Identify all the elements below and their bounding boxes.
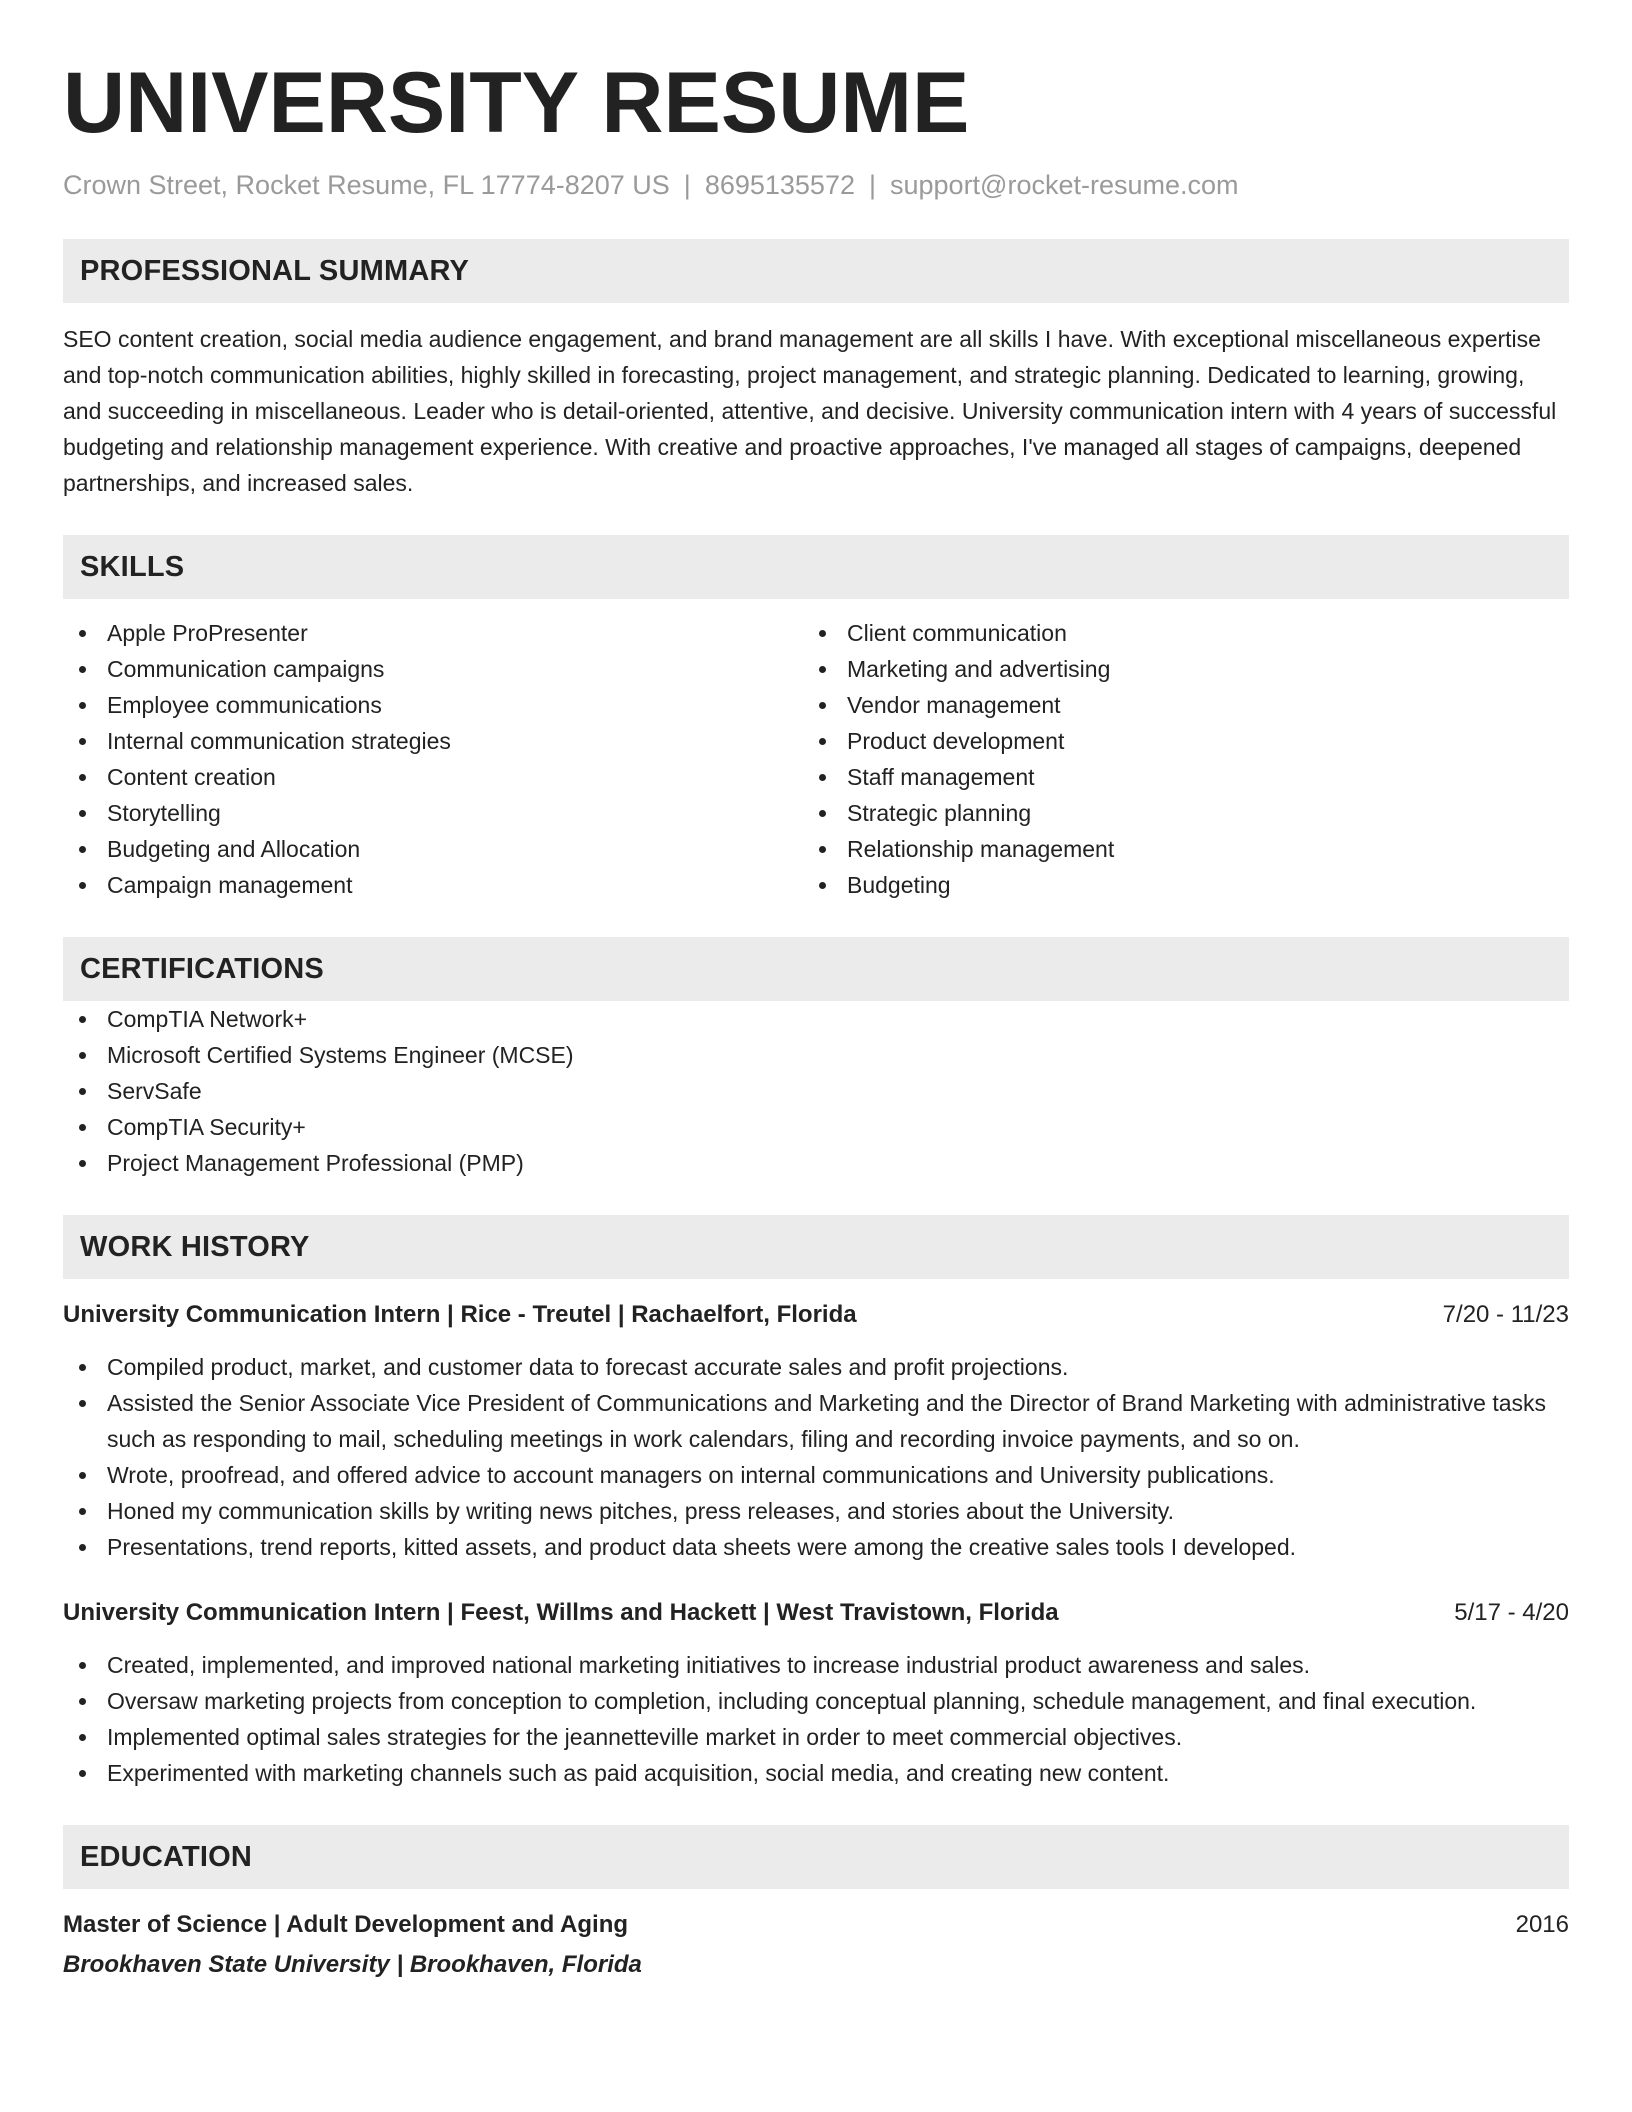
certifications-heading: CERTIFICATIONS xyxy=(63,937,1569,1001)
certification-item: Microsoft Certified Systems Engineer (MCSE) xyxy=(107,1037,1569,1073)
job-bullets xyxy=(63,1647,1569,1791)
skills-section xyxy=(63,535,1569,903)
education-entry xyxy=(63,1907,1569,1983)
certifications-list xyxy=(63,1001,1569,1181)
job-bullets xyxy=(63,1349,1569,1565)
skill-item: Content creation xyxy=(107,759,803,795)
skill-item: Client communication xyxy=(847,615,1543,651)
skill-item: Product development xyxy=(847,723,1543,759)
certification-item: Project Management Professional (PMP) xyxy=(107,1145,1569,1181)
skill-item: Communication campaigns xyxy=(107,651,803,687)
education-school: Brookhaven State University | Brookhaven, Florida xyxy=(63,1951,642,1978)
skills-heading: SKILLS xyxy=(63,535,1569,599)
skills-column-left xyxy=(63,615,803,903)
contact-phone: 8695135572 xyxy=(704,170,855,200)
job-bullet: Presentations, trend reports, kitted assets, and product data sheets were among the creative sales tools I developed. xyxy=(107,1529,1569,1565)
skill-item: Marketing and advertising xyxy=(847,651,1543,687)
skills-list-left xyxy=(63,615,803,903)
job-title: University Communication Intern | Rice - Treutel | Rachaelfort, Florida xyxy=(63,1301,857,1328)
job-bullet: Implemented optimal sales strategies for the jeannetteville market in order to meet commercial objectives. xyxy=(107,1719,1569,1755)
job-header xyxy=(63,1297,1569,1333)
summary-section xyxy=(63,239,1569,501)
job-header xyxy=(63,1595,1569,1631)
skill-item: Vendor management xyxy=(847,687,1543,723)
job-bullet: Experimented with marketing channels such as paid acquisition, social media, and creating new content. xyxy=(107,1755,1569,1791)
certification-item: CompTIA Security+ xyxy=(107,1109,1569,1145)
certification-item: CompTIA Network+ xyxy=(107,1001,1569,1037)
summary-text: SEO content creation, social media audience engagement, and brand management are all skills I have. With exceptional miscellaneous expertise and top-notch communication abilities, highly skilled in forecasting, project management, and strategic planning. Dedicated to learning, growing, and succeeding in miscellaneous. Leader who is detail-oriented, attentive, and decisive. University communication intern with 4 years of successful budgeting and relationship management experience. With creative and proactive approaches, I've managed all stages of campaigns, deepened partnerships, and increased sales. xyxy=(63,326,1557,496)
job-bullet: Created, implemented, and improved national marketing initiatives to increase industrial product awareness and sales. xyxy=(107,1647,1569,1683)
resume-name: UNIVERSITY RESUME xyxy=(63,55,970,151)
work-history-section xyxy=(63,1215,1569,1791)
skill-item: Internal communication strategies xyxy=(107,723,803,759)
job-bullet: Honed my communication skills by writing news pitches, press releases, and stories about the University. xyxy=(107,1493,1569,1529)
education-section xyxy=(63,1825,1569,1983)
skills-list-right xyxy=(803,615,1543,903)
contact-separator: | xyxy=(868,170,876,200)
job-entry xyxy=(63,1297,1569,1565)
job-bullet: Oversaw marketing projects from conception to completion, including conceptual planning, schedule management, and final execution. xyxy=(107,1683,1569,1719)
job-bullet: Wrote, proofread, and offered advice to account managers on internal communications and University publications. xyxy=(107,1457,1569,1493)
education-degree: Master of Science | Adult Development and Aging xyxy=(63,1911,629,1938)
work-history-heading: WORK HISTORY xyxy=(63,1215,1569,1279)
education-header xyxy=(63,1907,1569,1943)
certification-item: ServSafe xyxy=(107,1073,1569,1109)
skill-item: Relationship management xyxy=(847,831,1543,867)
skill-item: Budgeting xyxy=(847,867,1543,903)
job-bullet: Assisted the Senior Associate Vice President of Communications and Marketing and the Director of Brand Marketing with administrative tasks such as responding to mail, scheduling meetings in work calendars, filing and recording invoice payments, and so on. xyxy=(107,1385,1569,1457)
skill-item: Campaign management xyxy=(107,867,803,903)
contact-separator: | xyxy=(683,170,691,200)
job-dates: 5/17 - 4/20 xyxy=(1454,1599,1569,1626)
skill-item: Storytelling xyxy=(107,795,803,831)
job-title: University Communication Intern | Feest, Willms and Hackett | West Travistown, Florida xyxy=(63,1599,1059,1626)
contact-line xyxy=(63,170,1569,201)
job-bullet: Compiled product, market, and customer data to forecast accurate sales and profit projections. xyxy=(107,1349,1569,1385)
skill-item: Strategic planning xyxy=(847,795,1543,831)
summary-heading: PROFESSIONAL SUMMARY xyxy=(63,239,1569,303)
contact-address: Crown Street, Rocket Resume, FL 17774-8207 US xyxy=(63,170,670,200)
job-entry xyxy=(63,1595,1569,1791)
education-heading: EDUCATION xyxy=(63,1825,1569,1889)
contact-email: support@rocket-resume.com xyxy=(890,170,1239,200)
skills-grid xyxy=(63,615,1569,903)
certifications-section xyxy=(63,937,1569,1181)
skill-item: Staff management xyxy=(847,759,1543,795)
skill-item: Apple ProPresenter xyxy=(107,615,803,651)
skills-column-right xyxy=(803,615,1543,903)
job-dates: 7/20 - 11/23 xyxy=(1442,1301,1569,1328)
education-year: 2016 xyxy=(1515,1911,1569,1938)
skill-item: Employee communications xyxy=(107,687,803,723)
skill-item: Budgeting and Allocation xyxy=(107,831,803,867)
